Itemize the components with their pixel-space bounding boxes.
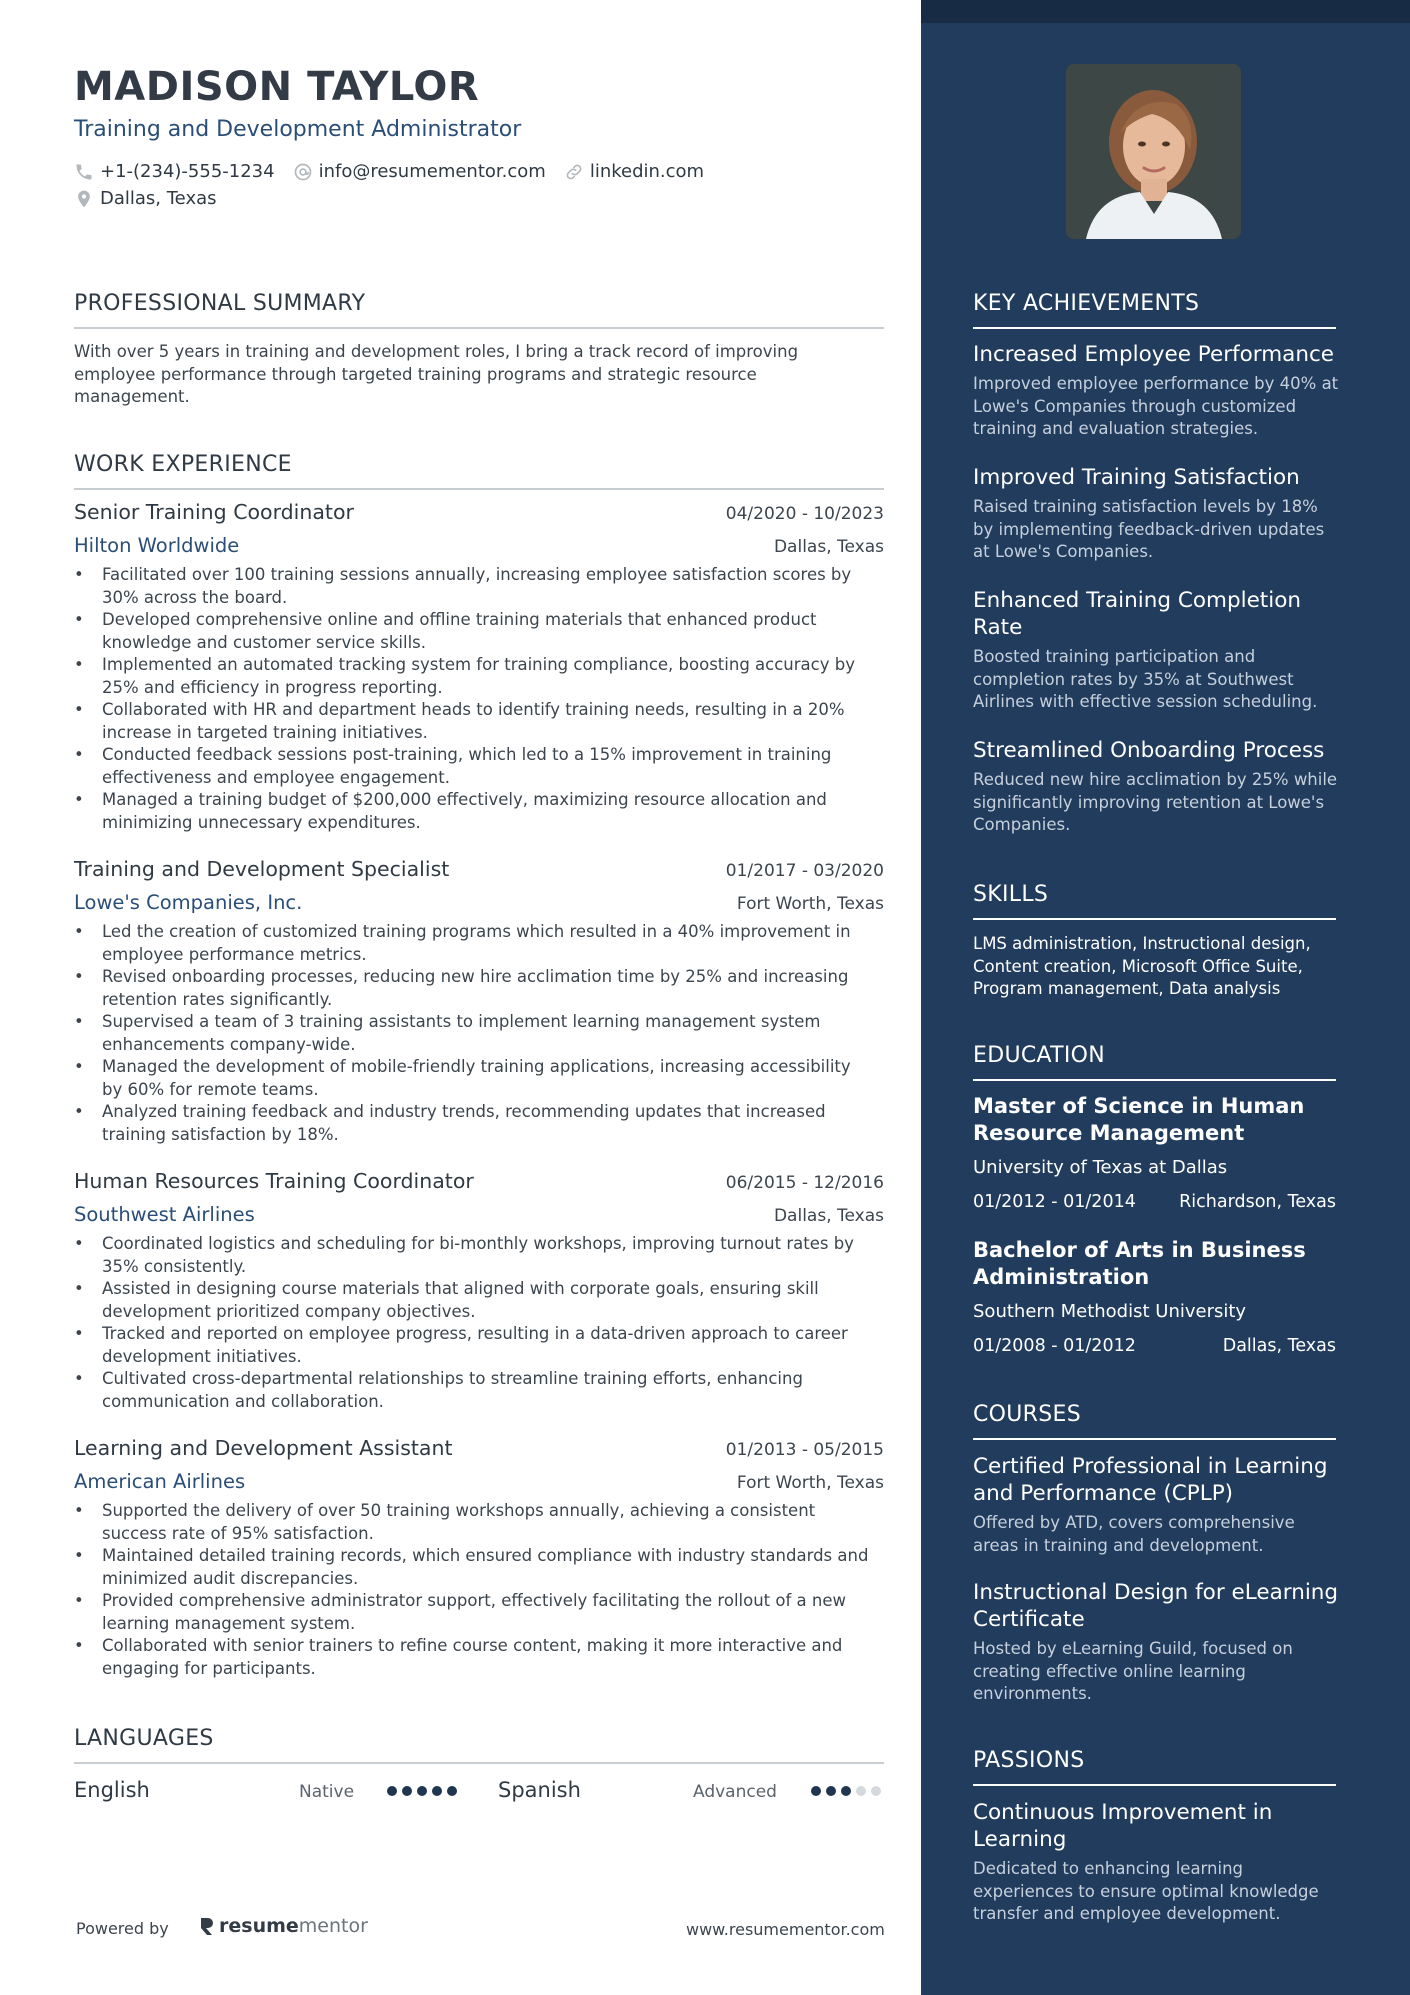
job-title: Training and Development Administrator <box>74 117 522 142</box>
job-role: Senior Training Coordinator <box>74 500 354 524</box>
job-bullets <box>74 1500 884 1680</box>
courses-heading: COURSES <box>973 1402 1336 1440</box>
rating-dot-filled <box>447 1786 457 1796</box>
education-location: Richardson, Texas <box>1179 1192 1336 1212</box>
contact-location <box>74 188 217 209</box>
achievement-item <box>973 341 1341 441</box>
achievement-item <box>973 587 1341 714</box>
bullet-item: • Collaborated with senior trainers to refine course content, making it more interactive and engaging for participants. <box>74 1635 884 1680</box>
sidebar-top-strip <box>921 0 1410 23</box>
achievement-title: Enhanced Training Completion Rate <box>973 588 1301 640</box>
job-company: Hilton Worldwide <box>74 534 240 557</box>
job-location: Fort Worth, Texas <box>736 1473 884 1493</box>
achievement-desc: Reduced new hire acclimation by 25% while significantly improving retention at Lowe's Companies. <box>973 770 1338 834</box>
course-desc: Offered by ATD, covers comprehensive areas in training and development. <box>973 1513 1295 1555</box>
bullet-item: • Managed the development of mobile-friendly training applications, increasing accessibility by 60% for remote teams. <box>74 1056 884 1101</box>
education-school: University of Texas at Dallas <box>973 1157 1228 1178</box>
rating-dot-filled <box>417 1786 427 1796</box>
bullet-item: • Implemented an automated tracking system for training compliance, boosting accuracy by 25% and efficiency in progress reporting. <box>74 654 884 699</box>
achievements-heading: KEY ACHIEVEMENTS <box>973 291 1336 329</box>
job-dates: 01/2017 - 03/2020 <box>725 861 884 881</box>
job-location: Dallas, Texas <box>773 537 884 557</box>
job-entry <box>74 857 884 1146</box>
education-school: Southern Methodist University <box>973 1301 1247 1322</box>
rating-dot-filled <box>387 1786 397 1796</box>
job-role: Learning and Development Assistant <box>74 1436 453 1460</box>
resumementor-logo-icon <box>198 1916 216 1936</box>
course-title: Certified Professional in Learning and Performance (CPLP) <box>973 1454 1328 1506</box>
achievement-item <box>973 737 1341 837</box>
course-item <box>973 1453 1341 1557</box>
bullet-item: • Assisted in designing course materials that aligned with corporate goals, ensuring skill development prioritized company objectives. <box>74 1278 884 1323</box>
bullet-item: • Provided comprehensive administrator support, effectively facilitating the rollout of a new learning management system. <box>74 1590 884 1635</box>
sidebar <box>921 0 1410 1995</box>
bullet-item: • Developed comprehensive online and offline training materials that enhanced product knowledge and customer service skills. <box>74 609 884 654</box>
achievement-desc: Boosted training participation and completion rates by 35% at Southwest Airlines with effective session scheduling. <box>973 647 1318 711</box>
job-entry <box>74 500 884 834</box>
education-item <box>973 1237 1341 1356</box>
job-bullets <box>74 1233 884 1413</box>
achievement-title: Improved Training Satisfaction <box>973 465 1300 490</box>
skills-text: LMS administration, Instructional design, Content creation, Microsoft Office Suite, Program management, Data analysis <box>973 934 1311 998</box>
job-entry <box>74 1169 884 1413</box>
bullet-item: • Coordinated logistics and scheduling for bi-monthly workshops, improving turnout rates by 35% consistently. <box>74 1233 884 1278</box>
phone-icon <box>74 162 94 182</box>
job-company: Lowe's Companies, Inc. <box>74 891 303 914</box>
course-item <box>973 1579 1341 1706</box>
contact-row <box>74 161 722 182</box>
bullet-item: • Supervised a team of 3 training assistants to implement learning management system enhancements company-wide. <box>74 1011 884 1056</box>
profile-photo <box>1066 64 1241 239</box>
location-text: Dallas, Texas <box>100 188 217 209</box>
languages-heading: LANGUAGES <box>74 1726 884 1764</box>
passion-title: Continuous Improvement in Learning <box>973 1800 1273 1852</box>
bullet-item: • Collaborated with HR and department heads to identify training needs, resulting in a 20% increase in targeted training initiatives. <box>74 699 884 744</box>
rating-dot-filled <box>811 1786 821 1796</box>
education-heading: EDUCATION <box>973 1043 1336 1081</box>
candidate-name: MADISON TAYLOR <box>74 64 480 110</box>
job-bullets <box>74 564 884 834</box>
education-item <box>973 1093 1341 1212</box>
bullet-item: • Analyzed training feedback and industry trends, recommending updates that increased training satisfaction by 18%. <box>74 1101 884 1146</box>
summary-text: With over 5 years in training and development roles, I bring a track record of improving employee performance through targeted training programs and strategic resource management. <box>74 342 799 406</box>
job-role: Human Resources Training Coordinator <box>74 1169 474 1193</box>
bullet-item: • Conducted feedback sessions post-training, which led to a 15% improvement in training effectiveness and employee engagement. <box>74 744 884 789</box>
link-icon <box>564 162 584 182</box>
rating-dot-filled <box>402 1786 412 1796</box>
location-pin-icon <box>74 189 94 209</box>
rating-dot-empty <box>856 1786 866 1796</box>
passions-heading: PASSIONS <box>973 1748 1336 1786</box>
education-degree: Bachelor of Arts in Business Administration <box>973 1238 1306 1289</box>
language-name: Spanish <box>498 1778 581 1802</box>
language-level: Native <box>299 1782 355 1802</box>
phone-text: +1-(234)-555-1234 <box>100 161 275 182</box>
course-desc: Hosted by eLearning Guild, focused on creating effective online learning environments. <box>973 1639 1293 1703</box>
job-company: American Airlines <box>74 1470 246 1493</box>
rating-dot-empty <box>871 1786 881 1796</box>
powered-by-label: Powered by <box>76 1919 169 1938</box>
job-location: Dallas, Texas <box>773 1206 884 1226</box>
email-text: info@resumementor.com <box>318 161 546 182</box>
education-location: Dallas, Texas <box>1222 1336 1336 1356</box>
bullet-item: • Tracked and reported on employee progress, resulting in a data-driven approach to career development initiatives. <box>74 1323 884 1368</box>
bullet-item: • Led the creation of customized training programs which resulted in a 40% improvement in employee performance metrics. <box>74 921 884 966</box>
bullet-item: • Supported the delivery of over 50 training workshops annually, achieving a consistent success rate of 95% satisfaction. <box>74 1500 884 1545</box>
summary-heading: PROFESSIONAL SUMMARY <box>74 291 884 329</box>
rating-dot-filled <box>432 1786 442 1796</box>
skills-block <box>973 933 1341 1001</box>
logo-text-light: mentor <box>298 1915 368 1937</box>
bullet-item: • Maintained detailed training records, which ensured compliance with industry standards and minimized audit discrepancies. <box>74 1545 884 1590</box>
languages-row <box>74 1778 884 1808</box>
logo-text-bold: resume <box>219 1915 299 1937</box>
language-rating <box>387 1786 462 1796</box>
achievement-desc: Improved employee performance by 40% at Lowe's Companies through customized training and evaluation strategies. <box>973 374 1339 438</box>
job-location: Fort Worth, Texas <box>736 894 884 914</box>
course-title: Instructional Design for eLearning Certificate <box>973 1580 1339 1632</box>
achievement-desc: Raised training satisfaction levels by 18% by implementing feedback-driven updates at Lowe's Companies. <box>973 497 1325 561</box>
contact-linkedin[interactable] <box>564 161 704 182</box>
contact-phone[interactable] <box>74 161 275 182</box>
job-dates: 06/2015 - 12/2016 <box>725 1173 884 1193</box>
passion-desc: Dedicated to enhancing learning experiences to ensure optimal knowledge transfer and employee development. <box>973 1859 1319 1923</box>
resumementor-logo[interactable] <box>198 1915 368 1937</box>
job-dates: 01/2013 - 05/2015 <box>725 1440 884 1460</box>
portrait-icon <box>1066 64 1241 239</box>
achievement-item <box>973 464 1341 564</box>
achievement-title: Streamlined Onboarding Process <box>973 738 1325 763</box>
bullet-item: • Revised onboarding processes, reducing new hire acclimation time by 25% and increasing retention rates significantly. <box>74 966 884 1011</box>
experience-heading: WORK EXPERIENCE <box>74 452 884 490</box>
language-rating <box>811 1786 886 1796</box>
achievement-title: Increased Employee Performance <box>973 342 1335 367</box>
contact-email[interactable] <box>293 161 546 182</box>
job-company: Southwest Airlines <box>74 1203 255 1226</box>
education-degree: Master of Science in Human Resource Management <box>973 1094 1305 1145</box>
rating-dot-filled <box>826 1786 836 1796</box>
bullet-item: • Cultivated cross-departmental relationships to streamline training efforts, enhancing communication and collaboration. <box>74 1368 884 1413</box>
language-level: Advanced <box>693 1782 777 1802</box>
skills-heading: SKILLS <box>973 882 1336 920</box>
job-bullets <box>74 921 884 1146</box>
job-dates: 04/2020 - 10/2023 <box>725 504 884 524</box>
bullet-item: • Managed a training budget of $200,000 effectively, maximizing resource allocation and minimizing unnecessary expenditures. <box>74 789 884 834</box>
rating-dot-filled <box>841 1786 851 1796</box>
job-role: Training and Development Specialist <box>74 857 450 881</box>
education-dates: 01/2008 - 01/2012 <box>973 1336 1136 1356</box>
linkedin-text: linkedin.com <box>589 161 705 182</box>
bullet-item: • Facilitated over 100 training sessions annually, increasing employee satisfaction scores by 30% across the board. <box>74 564 884 609</box>
education-dates: 01/2012 - 01/2014 <box>973 1192 1136 1212</box>
footer-url-link[interactable]: www.resumementor.com <box>686 1920 885 1939</box>
at-icon <box>293 162 313 182</box>
location-row <box>74 188 235 209</box>
language-name: English <box>74 1778 150 1802</box>
passion-item <box>973 1799 1341 1926</box>
job-entry <box>74 1436 884 1680</box>
